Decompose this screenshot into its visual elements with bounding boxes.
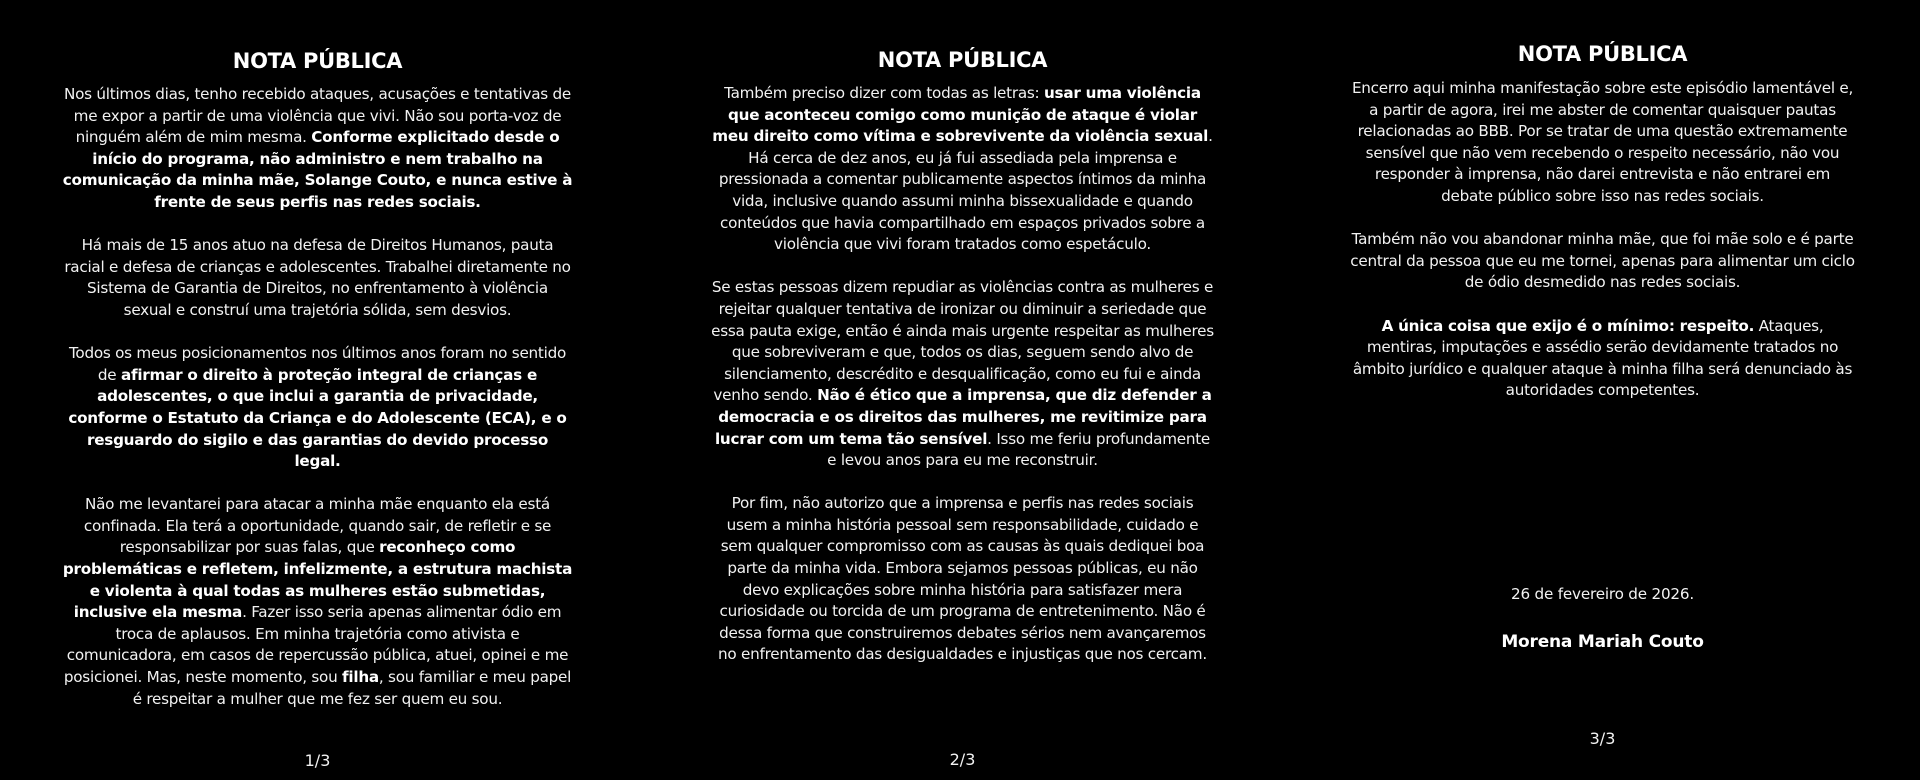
text-run: Encerro aqui minha manifestação sobre este episódio lamentável e, a partir de agora, irei me abster de comentar quaisquer pautas relacionadas ao BBB. Por se tratar de uma questão extremamente sensível que não vem recebendo o respeito necessário, não vou responder à imprensa, não darei entrevista e não entrarei em debate público sobre isso nas redes sociais.: [1351, 79, 1854, 205]
bold-text-run: A única coisa que exijo é o mínimo: respeito.: [1381, 316, 1755, 335]
bold-text-run: filha: [342, 668, 379, 687]
text-run: Não me levantarei para atacar a minha mãe enquanto ela está confinada. Ela terá a oportunidade, quando sair, de refletir e se responsabilizar por suas falas, que: [83, 495, 552, 557]
paragraph: [63, 235, 573, 321]
page-title: NOTA PÚBLICA: [877, 48, 1048, 73]
bold-text-run: usar uma violência que aconteceu comigo como munição de ataque é violar meu direito como vítima e sobrevivente da violência sexual: [712, 84, 1209, 146]
note-page-1: [0, 0, 635, 780]
page-number: 3/3: [1589, 729, 1616, 748]
text-run: . Fazer isso seria apenas alimentar ódio em troca de aplausos. Em minha trajetória como ativista e comunicadora, em casos de repercussão pública, atuei, opinei e me posicionei. Mas, neste momento, sou: [63, 603, 569, 687]
paragraph: [63, 343, 573, 473]
text-run: Ataques, mentiras, imputações e assédio serão devidamente tratados no âmbito jurídico e qualquer ataque à minha filha será denunciado às autoridades competentes.: [1352, 316, 1853, 400]
bold-text-run: reconheço como problemáticas e refletem, infelizmente, a estrutura machista e violenta à qual todas as mulheres estão submetidas, inclusive ela mesma: [62, 538, 573, 622]
page-number: 1/3: [304, 751, 331, 770]
paragraph: [710, 493, 1215, 666]
note-page-3: [1285, 0, 1920, 780]
bold-text-run: Conforme explicitado desde o início do programa, não administro e nem trabalho na comunicação da minha mãe, Solange Couto, e nunca estive à frente de seus perfis nas redes sociais.: [62, 128, 573, 211]
text-run: Nos últimos dias, tenho recebido ataques, acusações e tentativas de me expor a partir de uma violência que vivi. Não sou porta-voz de ninguém além de mim mesma.: [64, 85, 571, 147]
paragraph: [710, 83, 1215, 256]
text-run: . Há cerca de dez anos, eu já fui assediada pela imprensa e pressionada a comentar publicamente aspectos íntimos da minha vida, inclusive quando assumi minha bissexualidade e quando conteúdos que havia compartilhado em espaços privados sobre a violência que vivi foram tratados como espetáculo.: [718, 127, 1213, 254]
bold-text-run: Não é ético que a imprensa, que diz defender a democracia e os direitos das mulheres, me revitimize para lucrar com um tema tão sensível: [714, 386, 1212, 448]
note-body: [710, 83, 1215, 688]
page-title: NOTA PÚBLICA: [1517, 42, 1688, 67]
paragraph: [1348, 229, 1858, 294]
text-run: Também não vou abandonar minha mãe, que foi mãe solo e é parte central da pessoa que eu me tornei, apenas para alimentar um ciclo de ódio desmedido nas redes sociais.: [1350, 230, 1855, 292]
paragraph: [1348, 316, 1858, 402]
text-run: Por fim, não autorizo que a imprensa e perfis nas redes sociais usem a minha história pessoal sem responsabilidade, cuidado e sem qualquer compromisso com as causas às quais dediquei boa parte da minha vida. Embora sejamos pessoas públicas, eu não devo explicações sobre minha história para satisfazer mera curiosidade ou torcida de um programa de entretenimento. Não é dessa forma que construiremos debates sérios nem avançaremos no enfrentamento das desigualdades e injustiças que nos cercam.: [718, 494, 1207, 664]
note-date: 26 de fevereiro de 2026.: [1511, 585, 1694, 603]
signature: Morena Mariah Couto: [1501, 632, 1704, 652]
note-page-2: [640, 0, 1285, 780]
note-body: [1348, 78, 1858, 424]
paragraph: [1348, 78, 1858, 208]
text-run: . Isso me feriu profundamente e levou anos para eu me reconstruir.: [827, 429, 1211, 470]
note-body: [63, 84, 573, 732]
text-run: Todos os meus posicionamentos nos últimos anos foram no sentido de: [68, 344, 567, 384]
page-title: NOTA PÚBLICA: [232, 49, 403, 74]
text-run: Também preciso dizer com todas as letras:: [724, 84, 1044, 102]
bold-text-run: afirmar o direito à proteção integral de crianças e adolescentes, o que inclui a garantia de privacidade, conforme o Estatuto da Criança e do Adolescente (ECA), e o resguardo do sigilo e das garantias do devido processo legal.: [68, 365, 567, 471]
paragraph: [710, 277, 1215, 471]
text-run: , sou familiar e meu papel é respeitar a mulher que me fez ser quem eu sou.: [132, 668, 572, 708]
text-run: Há mais de 15 anos atuo na defesa de Direitos Humanos, pauta racial e defesa de crianças e adolescentes. Trabalhei diretamente no Sistema de Garantia de Direitos, no enfrentamento à violência sexual e construí uma trajetória sólida, sem desvios.: [64, 236, 571, 319]
paragraph: [63, 84, 573, 214]
paragraph: [63, 494, 573, 710]
text-run: Se estas pessoas dizem repudiar as violências contra as mulheres e rejeitar qualquer tentativa de ironizar ou diminuir a seriedade que essa pauta exige, então é ainda mais urgente respeitar as mulheres que sobreviveram e que, todos os dias, seguem sendo alvo de silenciamento, descrédito e desqualificação, como eu fui e ainda venho sendo.: [711, 278, 1214, 405]
page-number: 2/3: [949, 750, 976, 769]
